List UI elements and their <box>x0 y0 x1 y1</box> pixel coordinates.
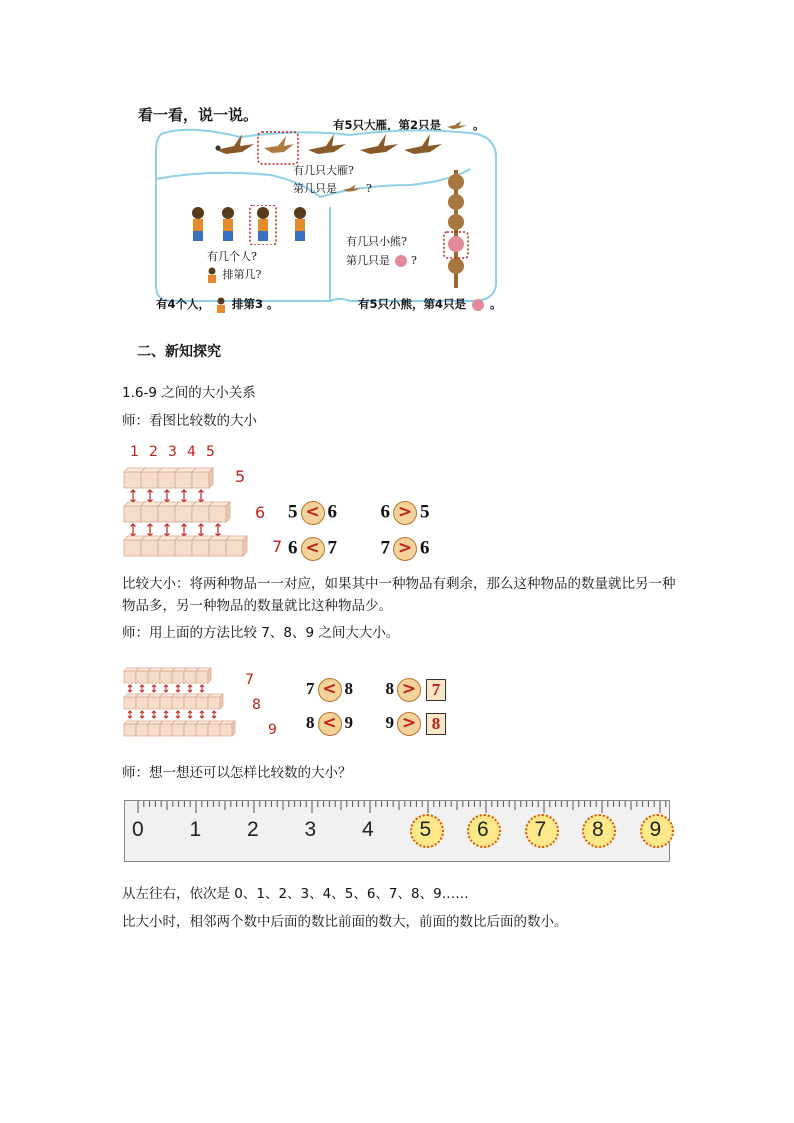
goose-3 <box>308 134 346 154</box>
teacher-prompt-3: 师：想一想还可以怎样比较数的大小？ <box>122 765 352 781</box>
cube-row-9 <box>124 721 235 736</box>
ruler-number-row <box>125 801 671 863</box>
people-answer <box>156 296 279 313</box>
row-label: 7 <box>272 537 283 556</box>
bear-5 <box>448 258 464 274</box>
col-number: 4 <box>187 444 196 460</box>
child-4 <box>294 207 306 241</box>
people-answer-end: 排第3 。 <box>232 297 279 311</box>
geese-caption-end: 。 <box>473 118 485 132</box>
bear-1 <box>448 174 464 190</box>
less-than-sign: < <box>318 712 342 736</box>
col-number: 3 <box>168 444 177 460</box>
ruler <box>124 800 670 862</box>
cube-row-8 <box>124 694 223 709</box>
children-row <box>188 205 316 245</box>
fig2-cube-rows <box>122 664 262 744</box>
compare-right: 7 <box>327 537 337 559</box>
arrows-row-5-6 <box>131 490 204 502</box>
greater-than-sign: > <box>393 537 417 561</box>
arrows-row-8-9 <box>128 711 216 718</box>
col-number: 5 <box>206 444 215 460</box>
people-answer-text: 有4个人， <box>156 297 211 311</box>
ruler-number: 3 <box>304 818 317 841</box>
bear-2 <box>448 194 464 210</box>
question-geese-count: 有几只大雁? <box>293 164 354 177</box>
goose-4 <box>360 134 398 154</box>
order-text: 从左往右，依次是 0、1、2、3、4、5、6、7、8、9…… <box>122 886 469 902</box>
bear-4 <box>448 236 464 252</box>
bear-3 <box>448 214 464 230</box>
compare-right: 9 <box>344 712 353 732</box>
question-bear-which <box>346 252 417 268</box>
bear-answer-text: 有5只小熊，第4只是 <box>358 297 467 311</box>
geese-caption-text: 有5只大雁，第2只是 <box>333 118 442 132</box>
bear-answer <box>358 296 502 312</box>
answer-box: 8 <box>426 713 446 735</box>
question-geese-which <box>293 180 372 196</box>
bear-stack <box>441 170 471 288</box>
arrows-row-6-7 <box>131 524 221 536</box>
compare-left: 8 <box>385 678 394 698</box>
ruler-number: 2 <box>247 818 259 841</box>
subsection-title: 1.6-9 之间的大小关系 <box>122 385 256 401</box>
cube-row-5 <box>124 468 213 488</box>
comparison-row <box>288 537 430 561</box>
bear-icon <box>394 254 408 268</box>
question-people-count: 有几个人? <box>207 250 257 263</box>
greater-than-sign: > <box>397 712 421 736</box>
compare-right: 6 <box>327 501 337 523</box>
compare-left: 9 <box>385 712 394 732</box>
question-bear-count: 有几只小熊? <box>346 235 407 248</box>
compare-left: 8 <box>306 712 315 732</box>
cube-row-6 <box>124 502 230 522</box>
question-people-rank-text: 排第几? <box>222 268 262 281</box>
conclusion-text: 比大小时，相邻两个数中后面的数比前面的数大，前面的数比后面的数小。 <box>122 914 568 930</box>
compare-left: 7 <box>380 537 390 559</box>
question-people-rank <box>205 266 261 283</box>
col-number: 1 <box>130 444 139 460</box>
compare-right: 8 <box>344 678 353 698</box>
comparison-row <box>288 501 430 525</box>
ruler-number: 5 <box>419 818 432 841</box>
cube-row-7 <box>124 536 247 556</box>
compare-left: 7 <box>306 678 315 698</box>
goose-1 <box>216 134 255 154</box>
greater-than-sign: > <box>397 678 421 702</box>
bear-answer-end: 。 <box>490 297 502 311</box>
question-geese-which-text: 第几只是 <box>293 182 337 195</box>
ruler-number: 9 <box>649 818 662 841</box>
compare-right: 6 <box>420 537 430 559</box>
compare-right: 5 <box>420 501 430 523</box>
ruler-number: 0 <box>132 818 144 841</box>
answer-box: 7 <box>426 679 446 701</box>
goose-icon <box>341 183 363 195</box>
ruler-number: 1 <box>189 818 202 841</box>
row-label: 7 <box>245 672 254 688</box>
compare-left: 6 <box>288 537 298 559</box>
ruler-number: 6 <box>477 818 489 841</box>
row-label: 5 <box>235 467 246 486</box>
comparison-row <box>306 678 446 702</box>
child-1 <box>192 207 204 241</box>
exercise-title: 看一看，说一说。 <box>138 106 259 124</box>
child-2 <box>222 207 234 241</box>
goose-5 <box>404 134 442 154</box>
row-label: 9 <box>268 722 277 738</box>
row-label: 8 <box>252 697 261 713</box>
child-icon <box>214 297 228 313</box>
greater-than-sign: > <box>393 501 417 525</box>
teacher-prompt-2: 师：用上面的方法比较 7、8、9 之间大大小。 <box>122 625 400 641</box>
question-bear-which-text: 第几只是 <box>346 254 390 267</box>
ruler-number: 7 <box>534 818 547 841</box>
less-than-sign: < <box>301 537 325 561</box>
arrows-row-7-8 <box>128 685 204 692</box>
less-than-sign: < <box>318 678 342 702</box>
ruler-number: 8 <box>592 818 604 841</box>
col-number: 2 <box>149 444 158 460</box>
bear-icon <box>470 298 486 312</box>
ruler-number: 4 <box>362 818 374 841</box>
goose-2 <box>264 136 294 153</box>
teacher-prompt-1: 师：看图比较数的大小 <box>122 413 257 429</box>
compare-rule-paragraph: 比较大小：将两种物品一一对应，如果其中一种物品有剩余，那么这种物品的数量就比另一种物品多，另一种物品的数量就比这种物品少。 <box>122 576 676 614</box>
compare-left: 6 <box>380 501 390 523</box>
comparison-row <box>306 712 446 736</box>
question-bear-which-end: ? <box>411 254 417 267</box>
child-3 <box>257 207 269 241</box>
row-label: 6 <box>255 503 266 522</box>
less-than-sign: < <box>301 501 325 525</box>
question-geese-which-end: ? <box>366 182 372 195</box>
compare-left: 5 <box>288 501 298 523</box>
section-heading: 二、新知探究 <box>137 344 221 360</box>
child-icon <box>205 267 219 283</box>
cube-row-7 <box>124 668 211 683</box>
